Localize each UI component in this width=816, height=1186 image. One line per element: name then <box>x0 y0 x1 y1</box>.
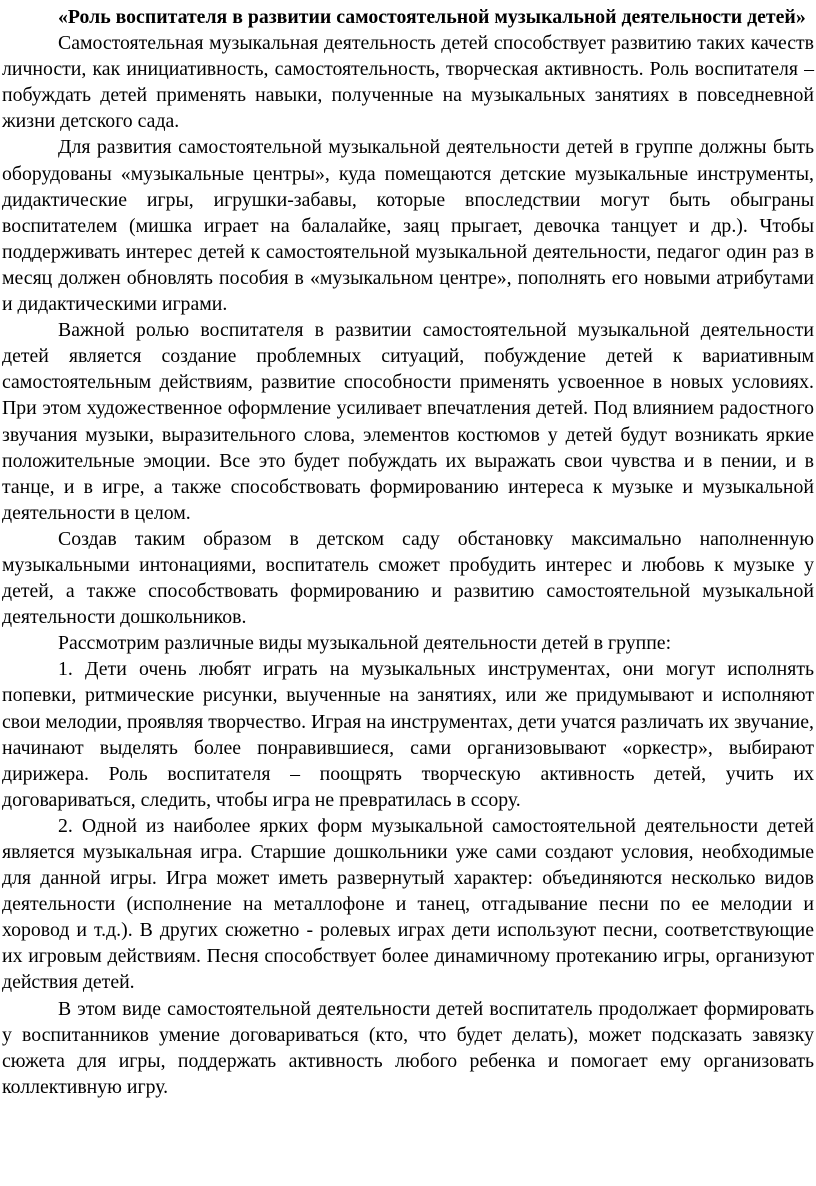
paragraph-instruments: 1. Дети очень любят играть на музыкальных инструментах, они могут исполнять попевки, ритмические рисунки, выученные на занятиях, или же придумывают и исполняют свои мелодии, проявляя творчество. Играя на инструментах, дети учатся различать их звучание, начинают выделять более понравившиеся, сами организовывают «оркестр», выбирают дирижера. Роль воспитателя – поощрять творческую активность детей, учить их договариваться, следить, чтобы игра не превратилась в ссору. <box>2 658 814 811</box>
paragraph-cooperation: В этом виде самостоятельной деятельности детей воспитатель продолжает формировать у воспитанников умение договариваться (кто, что будет делать), может подсказать завязку сюжета для игры, поддержать активность любого ребенка и помогает ему организовать коллективную игру. <box>2 997 814 1098</box>
paragraph-environment: Создав таким образом в детском саду обстановку максимально наполненную музыкальными интонациями, воспитатель сможет пробудить интерес и любовь к музыке у детей, а также способствовать формированию и развитию самостоятельной музыкальной деятельности дошкольников. <box>2 527 814 629</box>
paragraph-problem-situations: Важной ролью воспитателя в развитии самостоятельной музыкальной деятельности детей является создание проблемных ситуаций, побуждение детей к вариативным самостоятельным действиям, развитие способности применять усвоенное в новых условиях. При этом художественное оформление усиливает впечатления детей. Под влиянием радостного звучания музыки, выразительного слова, элементов костюмов у детей будут возникать яркие положительные эмоции. Все это будет побуждать их выражать свои чувства и в пении, и в танце, и в игре, а также способствовать формированию интереса к музыке и музыкальной деятельности в целом. <box>2 319 814 524</box>
paragraph-intro: Самостоятельная музыкальная деятельность детей способствует развитию таких качеств личности, как инициативность, самостоятельность, творческая активность. Роль воспитателя – побуждать детей применять навыки, полученные на музыкальных занятиях в повседневной жизни детского сада. <box>2 32 814 133</box>
paragraph-activity-types: Рассмотрим различные виды музыкальной деятельности детей в группе: <box>58 632 672 655</box>
paragraph-music-game: 2. Одной из наиболее ярких форм музыкальной самостоятельной деятельности детей является музыкальная игра. Старшие дошкольники уже сами создают условия, необходимые для данной игры. Игра может иметь развернутый характер: объединяются несколько видов деятельности (исполнение на металлофоне и танец, отгадывание песни по ее мелодии и хоровод и т.д.). В других сюжетно - ролевых играх дети используют песни, соответствующие их игровым действиям. Песня способствует более динамичному протеканию игры, организуют действия детей. <box>2 814 814 994</box>
paragraph-music-centers: Для развития самостоятельной музыкальной деятельности детей в группе должны быть оборудованы «музыкальные центры», куда помещаются детские музыкальные инструменты, дидактические игры, игрушки-забавы, которые впоследствии могут быть обыграны воспитателем (мишка играет на балалайке, заяц прыгает, девочка танцует и др.). Чтобы поддерживать интерес детей к самостоятельной музыкальной деятельности, педагог один раз в месяц должен обновлять пособия в «музыкальном центре», пополнять его новыми атрибутами и дидактическими играми. <box>2 136 814 316</box>
document-title: «Роль воспитателя в развитии самостоятельной музыкальной деятельности детей» <box>58 6 806 28</box>
